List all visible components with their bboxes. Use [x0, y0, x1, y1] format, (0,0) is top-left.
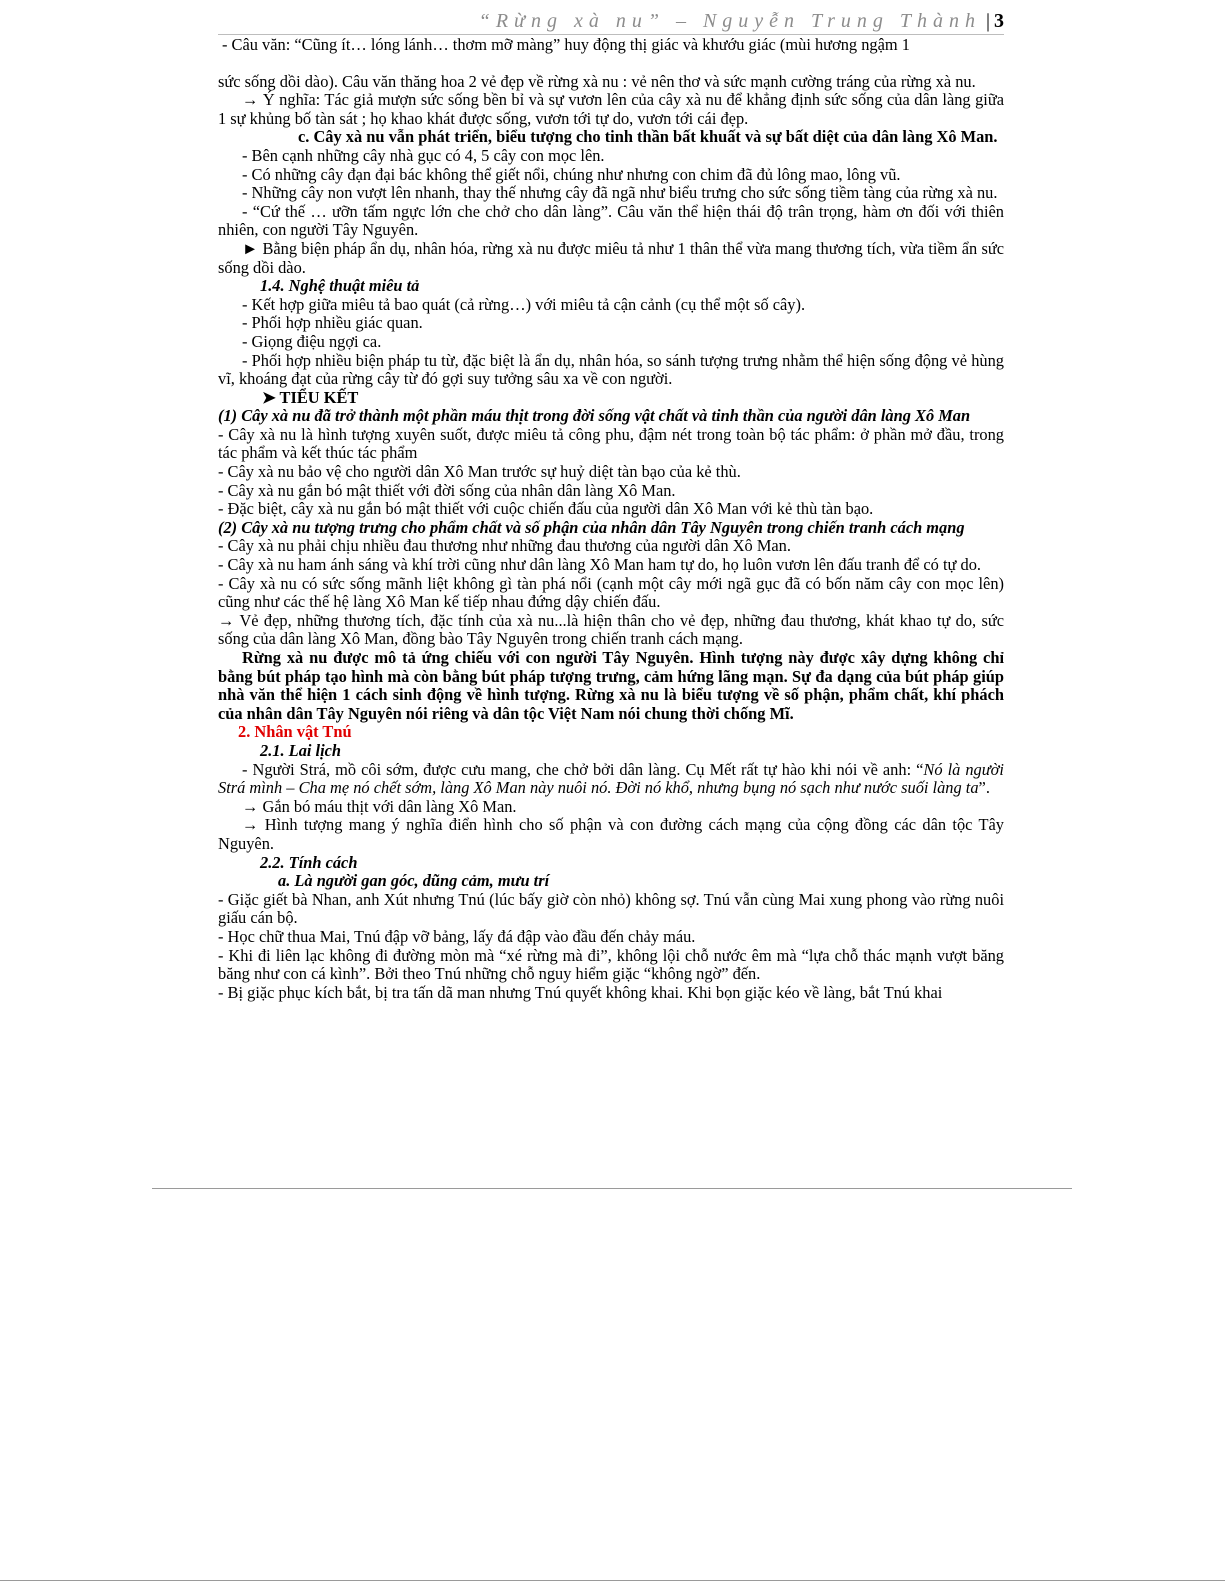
- paragraph: - Có những cây đạn đại bác không thể giết nổi, chúng như nhưng con chim đã đủ lông mao, lông vũ.: [242, 164, 901, 184]
- list-item: - Giọng điệu ngợi ca.: [242, 331, 382, 351]
- list-item: - Cây xà nu ham ánh sáng và khí trời cũng như dân làng Xô Man ham tự do, họ luôn vươn lên đấu tranh để có tự do.: [218, 555, 981, 575]
- list-item: - Đặc biệt, cây xà nu gắn bó mật thiết với cuộc chiến đấu của người dân Xô Man với kẻ thù tàn bạo.: [218, 499, 874, 519]
- paragraph: → Ý nghĩa: Tác giả mượn sức sống bền bỉ và sự vươn lên của cây xà nu để khẳng định sức sống của dân làng giữa 1 sự khủng bố tàn sát ; họ khao khát được sống, vươn tới tự do, vươn tới cái đẹp.: [218, 90, 1004, 128]
- page-number: 3: [994, 10, 1004, 32]
- section-heading: 1.4. Nghệ thuật miêu tả: [260, 276, 420, 296]
- section-heading: 2. Nhân vật Tnú: [238, 722, 352, 742]
- paragraph: → Gắn bó máu thịt với dân làng Xô Man.: [242, 796, 517, 816]
- list-item: - Cây xà nu có sức sống mãnh liệt không gì tàn phá nổi (cạnh một cây mới ngã gục đã có bốn năm cây con mọc lên) cũng như các thế hệ làng Xô Man kế tiếp nhau đứng dậy chiến đấu.: [218, 573, 1004, 612]
- section-heading: a. Là người gan góc, dũng cảm, mưu trí: [278, 871, 550, 891]
- list-item: - Cây xà nu bảo vệ cho người dân Xô Man trước sự huỷ diệt tàn bạo của kẻ thù.: [218, 462, 741, 482]
- paragraph: - Bên cạnh những cây nhà gục có 4, 5 cây con mọc lên.: [242, 145, 605, 165]
- page-footer-rule: [152, 1188, 1072, 1189]
- paragraph: - Những cây non vượt lên nhanh, thay thế nhưng cây đã ngã như biểu trưng cho sức sống tiềm tàng của rừng xà nu.: [242, 183, 998, 203]
- list-item: - Khi đi liên lạc không đi đường mòn mà “xé rừng mà đi”, không lội chỗ nước êm mà “lựa chỗ thác mạnh vượt băng băng như con cá kình”. Bởi theo Tnú những chỗ nguy hiểm giặc “không ngờ” đến.: [218, 945, 1004, 984]
- section-heading: c. Cây xà nu vẫn phát triển, biểu tượng cho tinh thần bất khuất và sự bất diệt của dân làng Xô Man.: [298, 127, 998, 147]
- list-item: - Phối hợp nhiều biện pháp tu từ, đặc biệt là ẩn dụ, nhân hóa, so sánh tượng trưng nhằm thể hiện sống động vẻ hùng vĩ, khoáng đạt của rừng cây từ đó gợi suy tưởng sâu xa về con người.: [218, 350, 1004, 389]
- paragraph: → Vẻ đẹp, những thương tích, đặc tính của xà nu...là hiện thân cho vẻ đẹp, những đau thương, khát khao tự do, sức sống của dân làng Xô Man, đồng bào Tây Nguyên trong chiến tranh cách mạng.: [218, 610, 1004, 649]
- section-heading: (1) Cây xà nu đã trở thành một phần máu thịt trong đời sống vật chất và tinh thần của người dân làng Xô Man: [218, 406, 971, 426]
- section-heading: (2) Cây xà nu tượng trưng cho phẩm chất và số phận của nhân dân Tây Nguyên trong chiến tranh cách mạng: [218, 517, 965, 537]
- list-item: - Cây xà nu phải chịu nhiều đau thương như những đau thương của người dân Xô Man.: [218, 536, 791, 556]
- paragraph: → Hình tượng mang ý nghĩa điển hình cho số phận và con đường cách mạng của cộng đồng các dân tộc Tây Nguyên.: [218, 815, 1004, 853]
- paragraph: [218, 761, 1004, 798]
- document-body: [218, 36, 1004, 1002]
- header-separator: |: [980, 10, 990, 32]
- list-item: - Cây xà nu gắn bó mật thiết với đời sống của nhân dân làng Xô Man.: [218, 480, 676, 500]
- section-heading: ➤ TIỂU KẾT: [262, 387, 359, 407]
- list-item: - Giặc giết bà Nhan, anh Xút nhưng Tnú (lúc bấy giờ còn nhỏ) không sợ. Tnú vẫn cùng Mai xung phong vào rừng nuôi giấu cán bộ.: [218, 889, 1004, 928]
- header-title: “Rừng xà nu” – Nguyễn Trung Thành: [478, 10, 981, 32]
- paragraph: Rừng xà nu được mô tả ứng chiếu với con người Tây Nguyên. Hình tượng này được xây dựng không chỉ bằng bút pháp tạo hình mà còn bằng bút pháp tượng trưng, cảm hứng lãng mạn. Sự đa dạng của bút pháp giúp nhà văn thể hiện 1 cách sinh động về hình tượng. Rừng xà nu là biểu tượng về số phận, phẩm chất, khí phách của nhân dân Tây Nguyên nói riêng và dân tộc Việt Nam nói chung thời chống Mĩ.: [218, 648, 1004, 723]
- quote-run: Nó là người Strá mình – Cha mẹ nó chết sớm, làng Xô Man này nuôi nó. Đời nó khổ, nhưng bụng nó sạch như nước suối làng ta: [218, 759, 1004, 798]
- list-item: - Học chữ thua Mai, Tnú đập vỡ bảng, lấy đá đập vào đầu đến chảy máu.: [218, 926, 696, 946]
- spacer: [218, 55, 1004, 73]
- paragraph: - “Cứ thế … ưỡn tấm ngực lớn che chở cho dân làng”. Câu văn thể hiện thái độ trân trọng, hàm ơn đối với thiên nhiên, con người Tây Nguyên.: [218, 201, 1004, 240]
- page-bottom-rule: [0, 1580, 1225, 1581]
- text-run: ”.: [978, 778, 990, 798]
- list-item: - Cây xà nu là hình tượng xuyên suốt, được miêu tả công phu, đậm nét trong toàn bộ tác phẩm: ở phần mở đầu, trong tác phẩm và kết thúc tác phẩm: [218, 424, 1004, 463]
- page-header: [218, 8, 1004, 35]
- list-item: - Phối hợp nhiều giác quan.: [242, 313, 423, 333]
- section-heading: 2.1. Lai lịch: [260, 740, 342, 760]
- paragraph: - Câu văn: “Cũng ít… lóng lánh… thơm mỡ màng” huy động thị giác và khướu giác (mùi hương ngậm 1: [222, 35, 910, 54]
- section-heading: 2.2. Tính cách: [260, 852, 358, 872]
- list-item: - Kết hợp giữa miêu tả bao quát (cả rừng…) với miêu tả cận cảnh (cụ thể một số cây).: [242, 294, 806, 314]
- list-item: - Bị giặc phục kích bắt, bị tra tấn dã man nhưng Tnú quyết không khai. Khi bọn giặc kéo về làng, bắt Tnú khai: [218, 982, 943, 1002]
- paragraph: sức sống dồi dào). Câu văn thăng hoa 2 vẻ đẹp về rừng xà nu : vẻ nên thơ và sức mạnh cường tráng của rừng xà nu.: [218, 71, 976, 91]
- text-run: - Người Strá, mồ côi sớm, được cưu mang, che chở bởi dân làng. Cụ Mết rất tự hào khi nói về anh: “: [242, 759, 924, 779]
- paragraph: ► Bằng biện pháp ẩn dụ, nhân hóa, rừng xà nu được miêu tả như 1 thân thể vừa mang thương tích, vừa tiềm ẩn sức sống dồi dào.: [218, 238, 1004, 277]
